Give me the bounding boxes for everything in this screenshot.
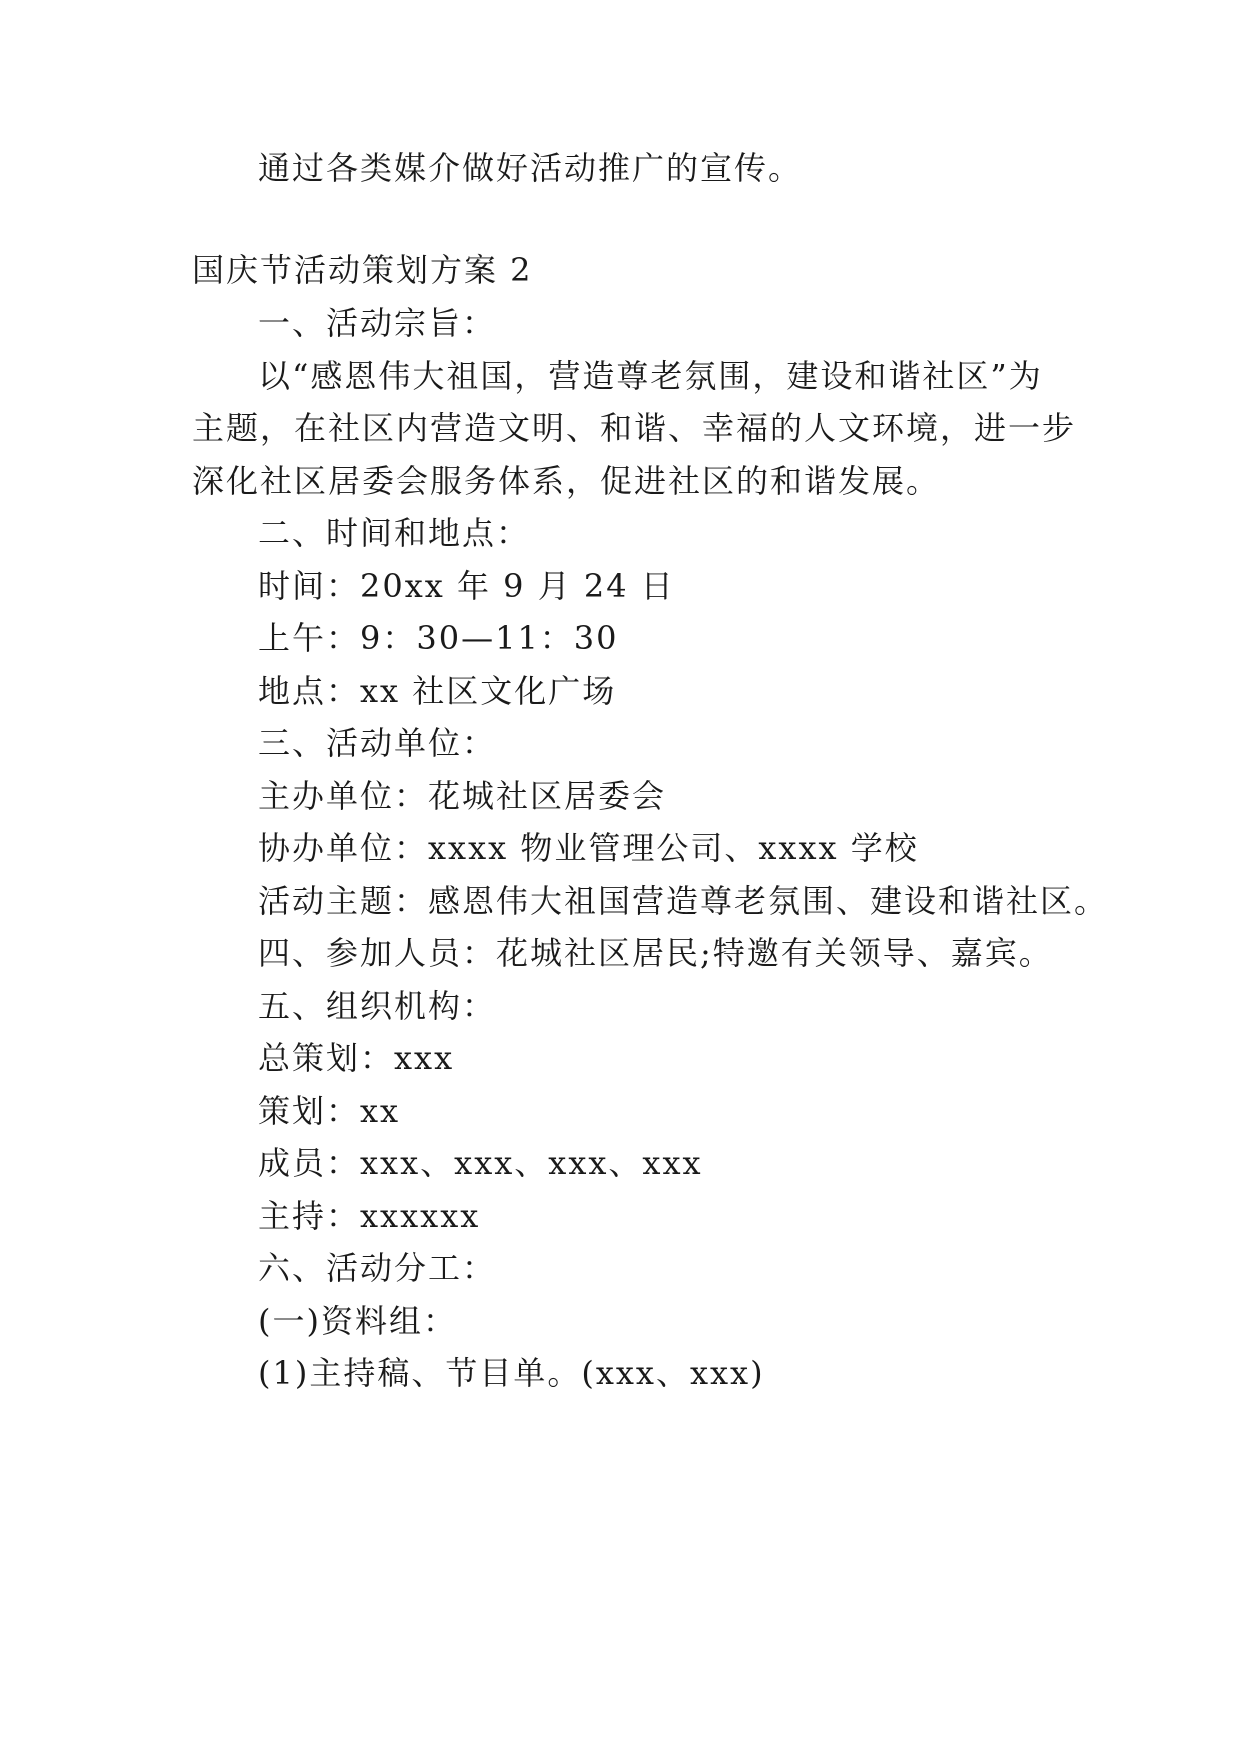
paragraph-theme-line-3: 深化社区居委会服务体系，促进社区的和谐发展。: [192, 462, 941, 500]
text-members: 成员：xxx、xxx、xxx、xxx: [258, 1144, 703, 1182]
text-planner: 策划：xx: [258, 1092, 401, 1130]
heading-time-place: 二、时间和地点：: [258, 514, 531, 552]
text-location: 地点：xx 社区文化广场: [258, 672, 617, 710]
heading-purpose: 一、活动宗旨：: [258, 304, 497, 342]
heading-participants: 四、参加人员：花城社区居民;特邀有关领导、嘉宾。: [258, 934, 1053, 972]
heading-materials-group: (一)资料组：: [258, 1302, 457, 1340]
heading-units: 三、活动单位：: [258, 724, 497, 762]
text-date: 时间：20xx 年 9 月 24 日: [258, 567, 675, 605]
paragraph-promotion: 通过各类媒介做好活动推广的宣传。: [258, 149, 803, 187]
text-host: 主持：xxxxxx: [258, 1197, 481, 1235]
text-chief-planner: 总策划：xxx: [258, 1039, 455, 1077]
text-morning-time: 上午：9：30—11：30: [258, 619, 619, 657]
text-co-host-unit: 协办单位：xxxx 物业管理公司、xxxx 学校: [258, 829, 919, 867]
paragraph-theme-line-2: 主题，在社区内营造文明、和谐、幸福的人文环境，进一步: [192, 409, 1077, 447]
text-host-unit: 主办单位：花城社区居委会: [258, 777, 667, 815]
text-materials-item-1: (1)主持稿、节目单。(xxx、xxx): [258, 1354, 765, 1392]
heading-organization: 五、组织机构：: [258, 987, 497, 1025]
heading-division: 六、活动分工：: [258, 1249, 497, 1287]
section-title: 国庆节活动策划方案 2: [192, 251, 533, 289]
paragraph-theme-line-1: 以“感恩伟大祖国，营造尊老氛围，建设和谐社区”为: [258, 357, 1043, 395]
text-activity-theme: 活动主题：感恩伟大祖国营造尊老氛围、建设和谐社区。: [258, 882, 1109, 920]
